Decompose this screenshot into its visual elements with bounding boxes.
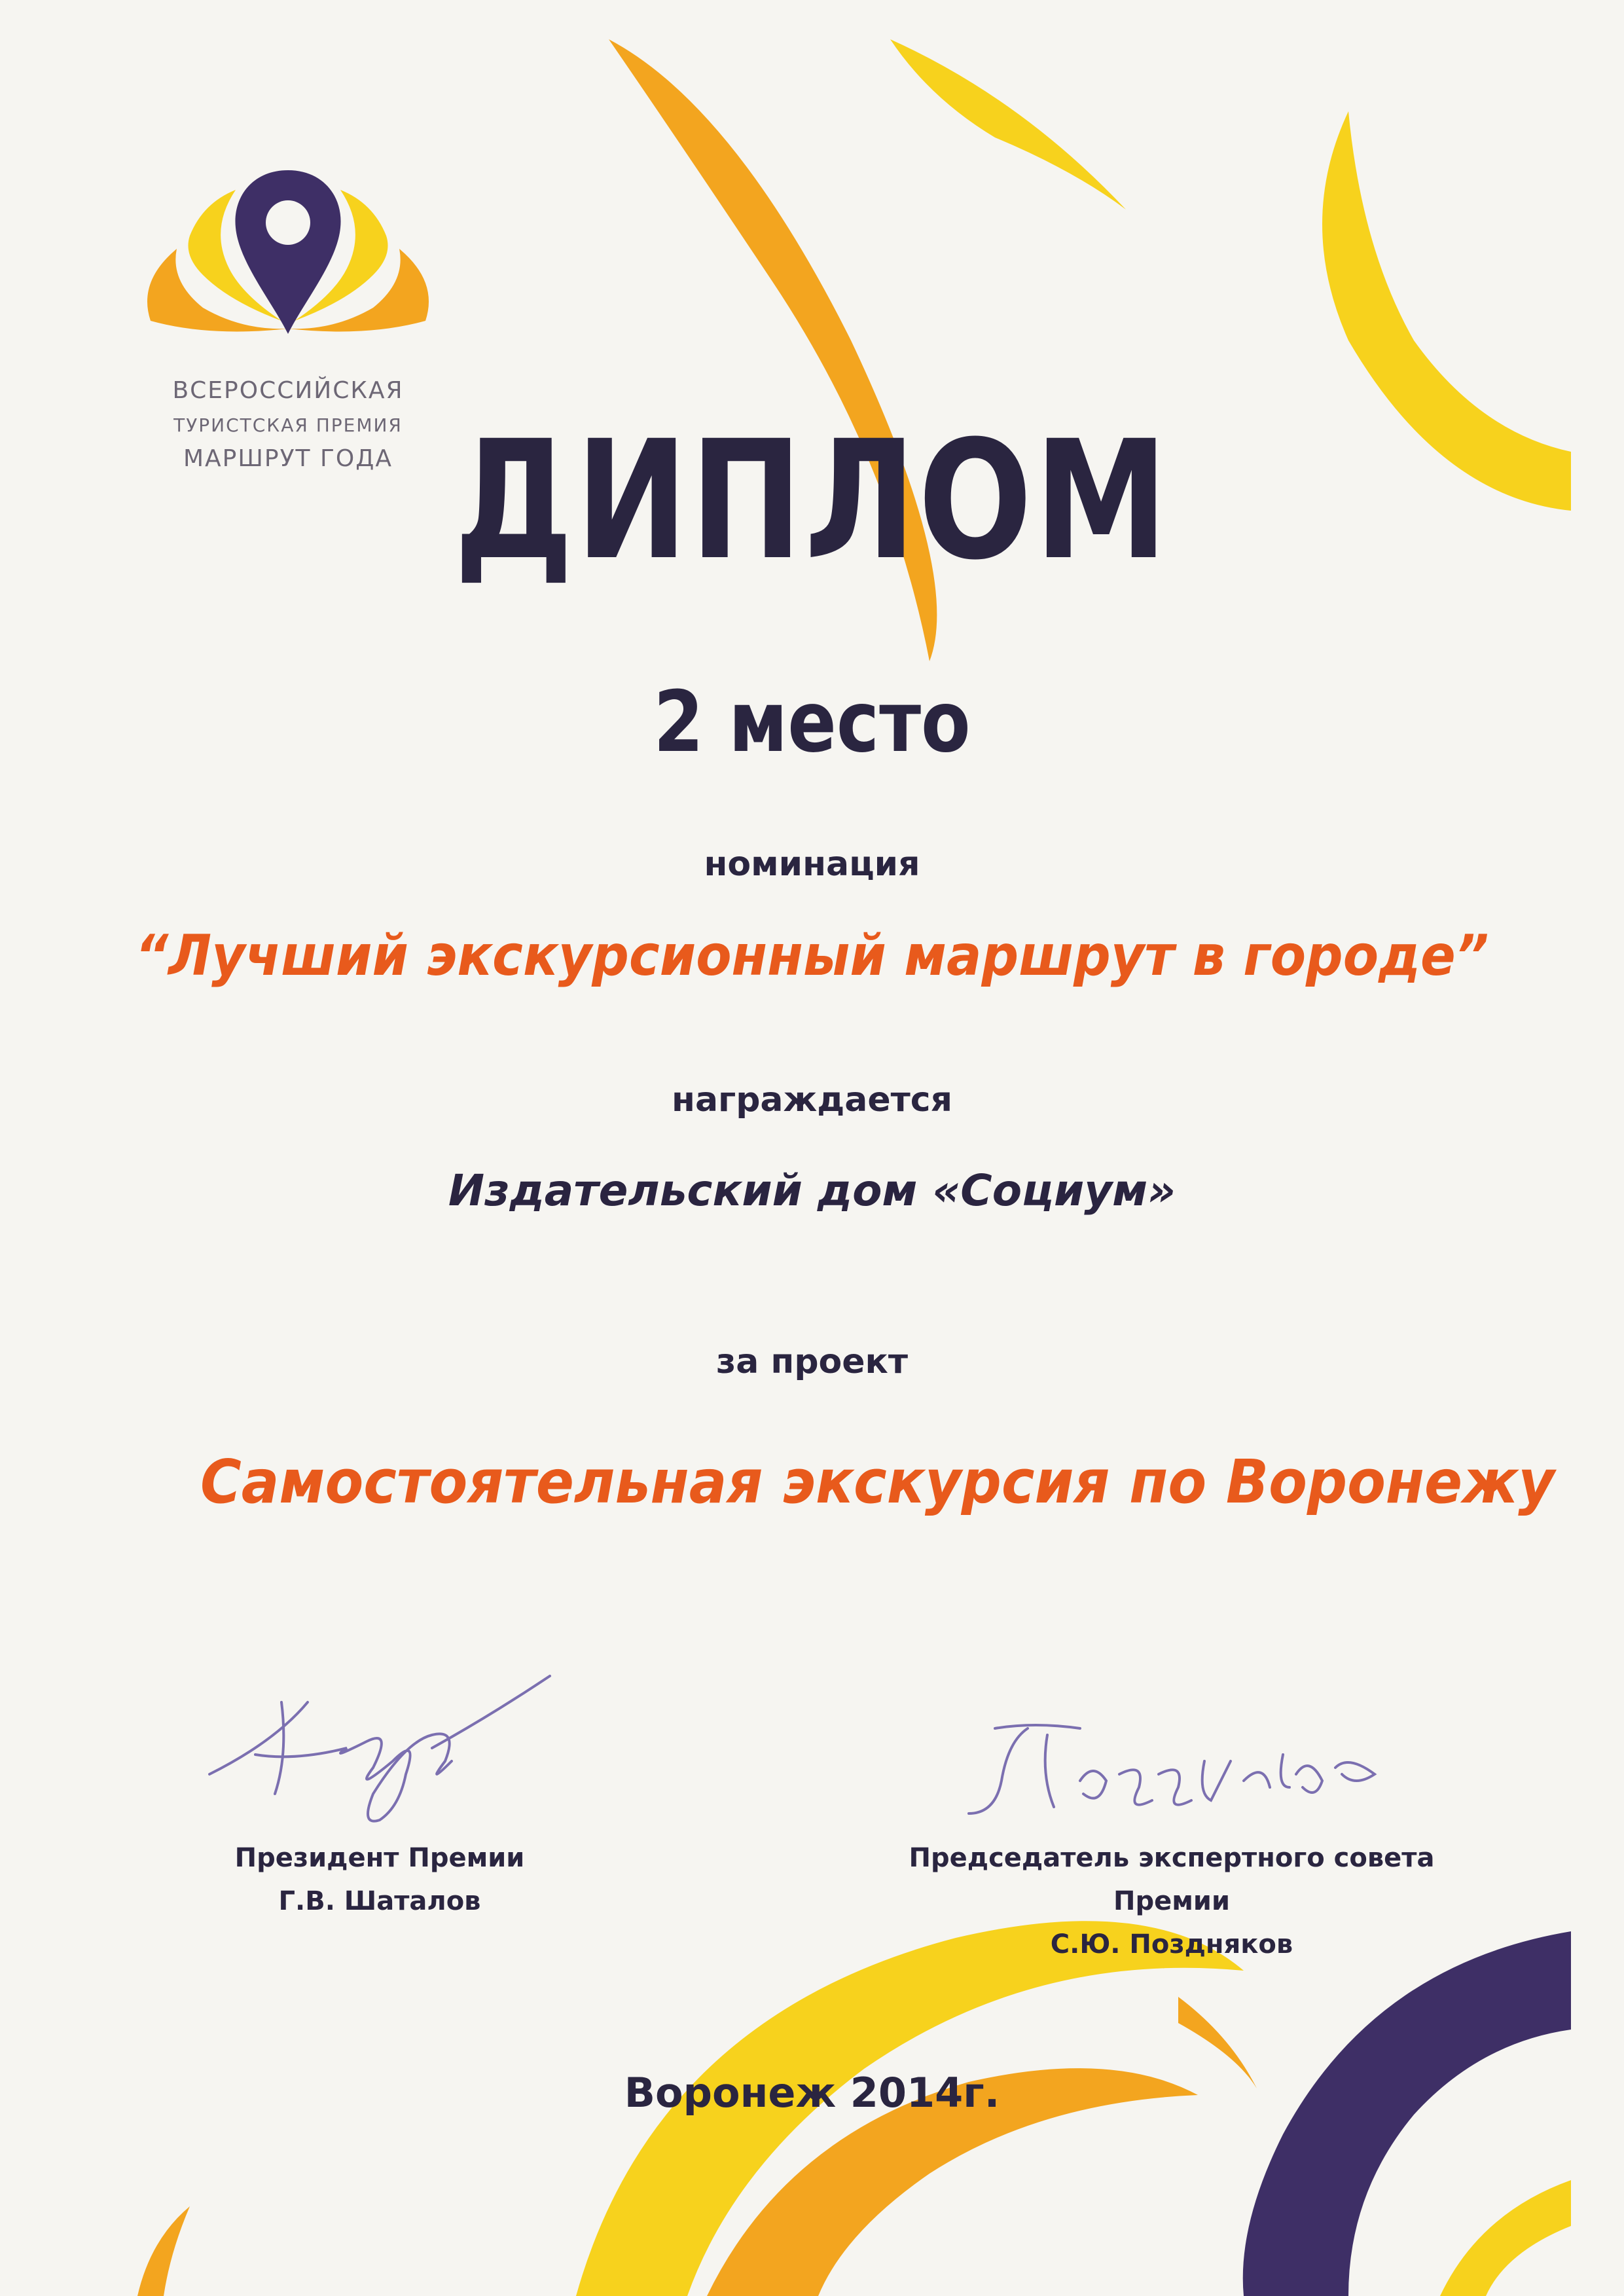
- signer-left: [190, 1836, 569, 1923]
- bottom-yellow-arc-corner: [1440, 2180, 1571, 2296]
- nomination-label: номинация: [704, 845, 920, 884]
- signature-right: [956, 1702, 1388, 1833]
- diploma-title: ДИПЛОМ: [454, 405, 1170, 596]
- signature-left: [196, 1663, 563, 1827]
- nomination-name: “Лучший экскурсионный маршрут в городе”: [135, 923, 1489, 989]
- project-label: за проект: [716, 1342, 908, 1381]
- signer-left-name: Г.В. Шаталов: [278, 1886, 481, 1916]
- logo-text-line-3: МАРШРУТ ГОДА: [183, 445, 393, 472]
- awarded-label: награждается: [672, 1080, 952, 1120]
- logo-text-line-1: ВСЕРОССИЙСКАЯ: [172, 377, 404, 404]
- signer-right-role: Председатель экспертного совета Премии: [909, 1843, 1435, 1916]
- signer-right: [871, 1836, 1473, 1966]
- map-pin-logo-icon: [131, 157, 445, 354]
- recipient-name: Издательский дом «Социум»: [448, 1165, 1176, 1216]
- signer-left-role: Президент Премии: [234, 1843, 525, 1873]
- top-yellow-arc-small: [890, 39, 1126, 210]
- bottom-left-orange-wedge: [137, 2206, 190, 2296]
- logo-text-line-2: ТУРИСТСКАЯ ПРЕМИЯ: [173, 414, 403, 436]
- signer-right-name: С.Ю. Поздняков: [1050, 1929, 1293, 1959]
- city-year: Воронеж 2014г.: [624, 2069, 1000, 2117]
- project-name: Самостоятельная экскурсия по Воронежу: [200, 1447, 1555, 1517]
- place-heading: 2 место: [653, 674, 971, 771]
